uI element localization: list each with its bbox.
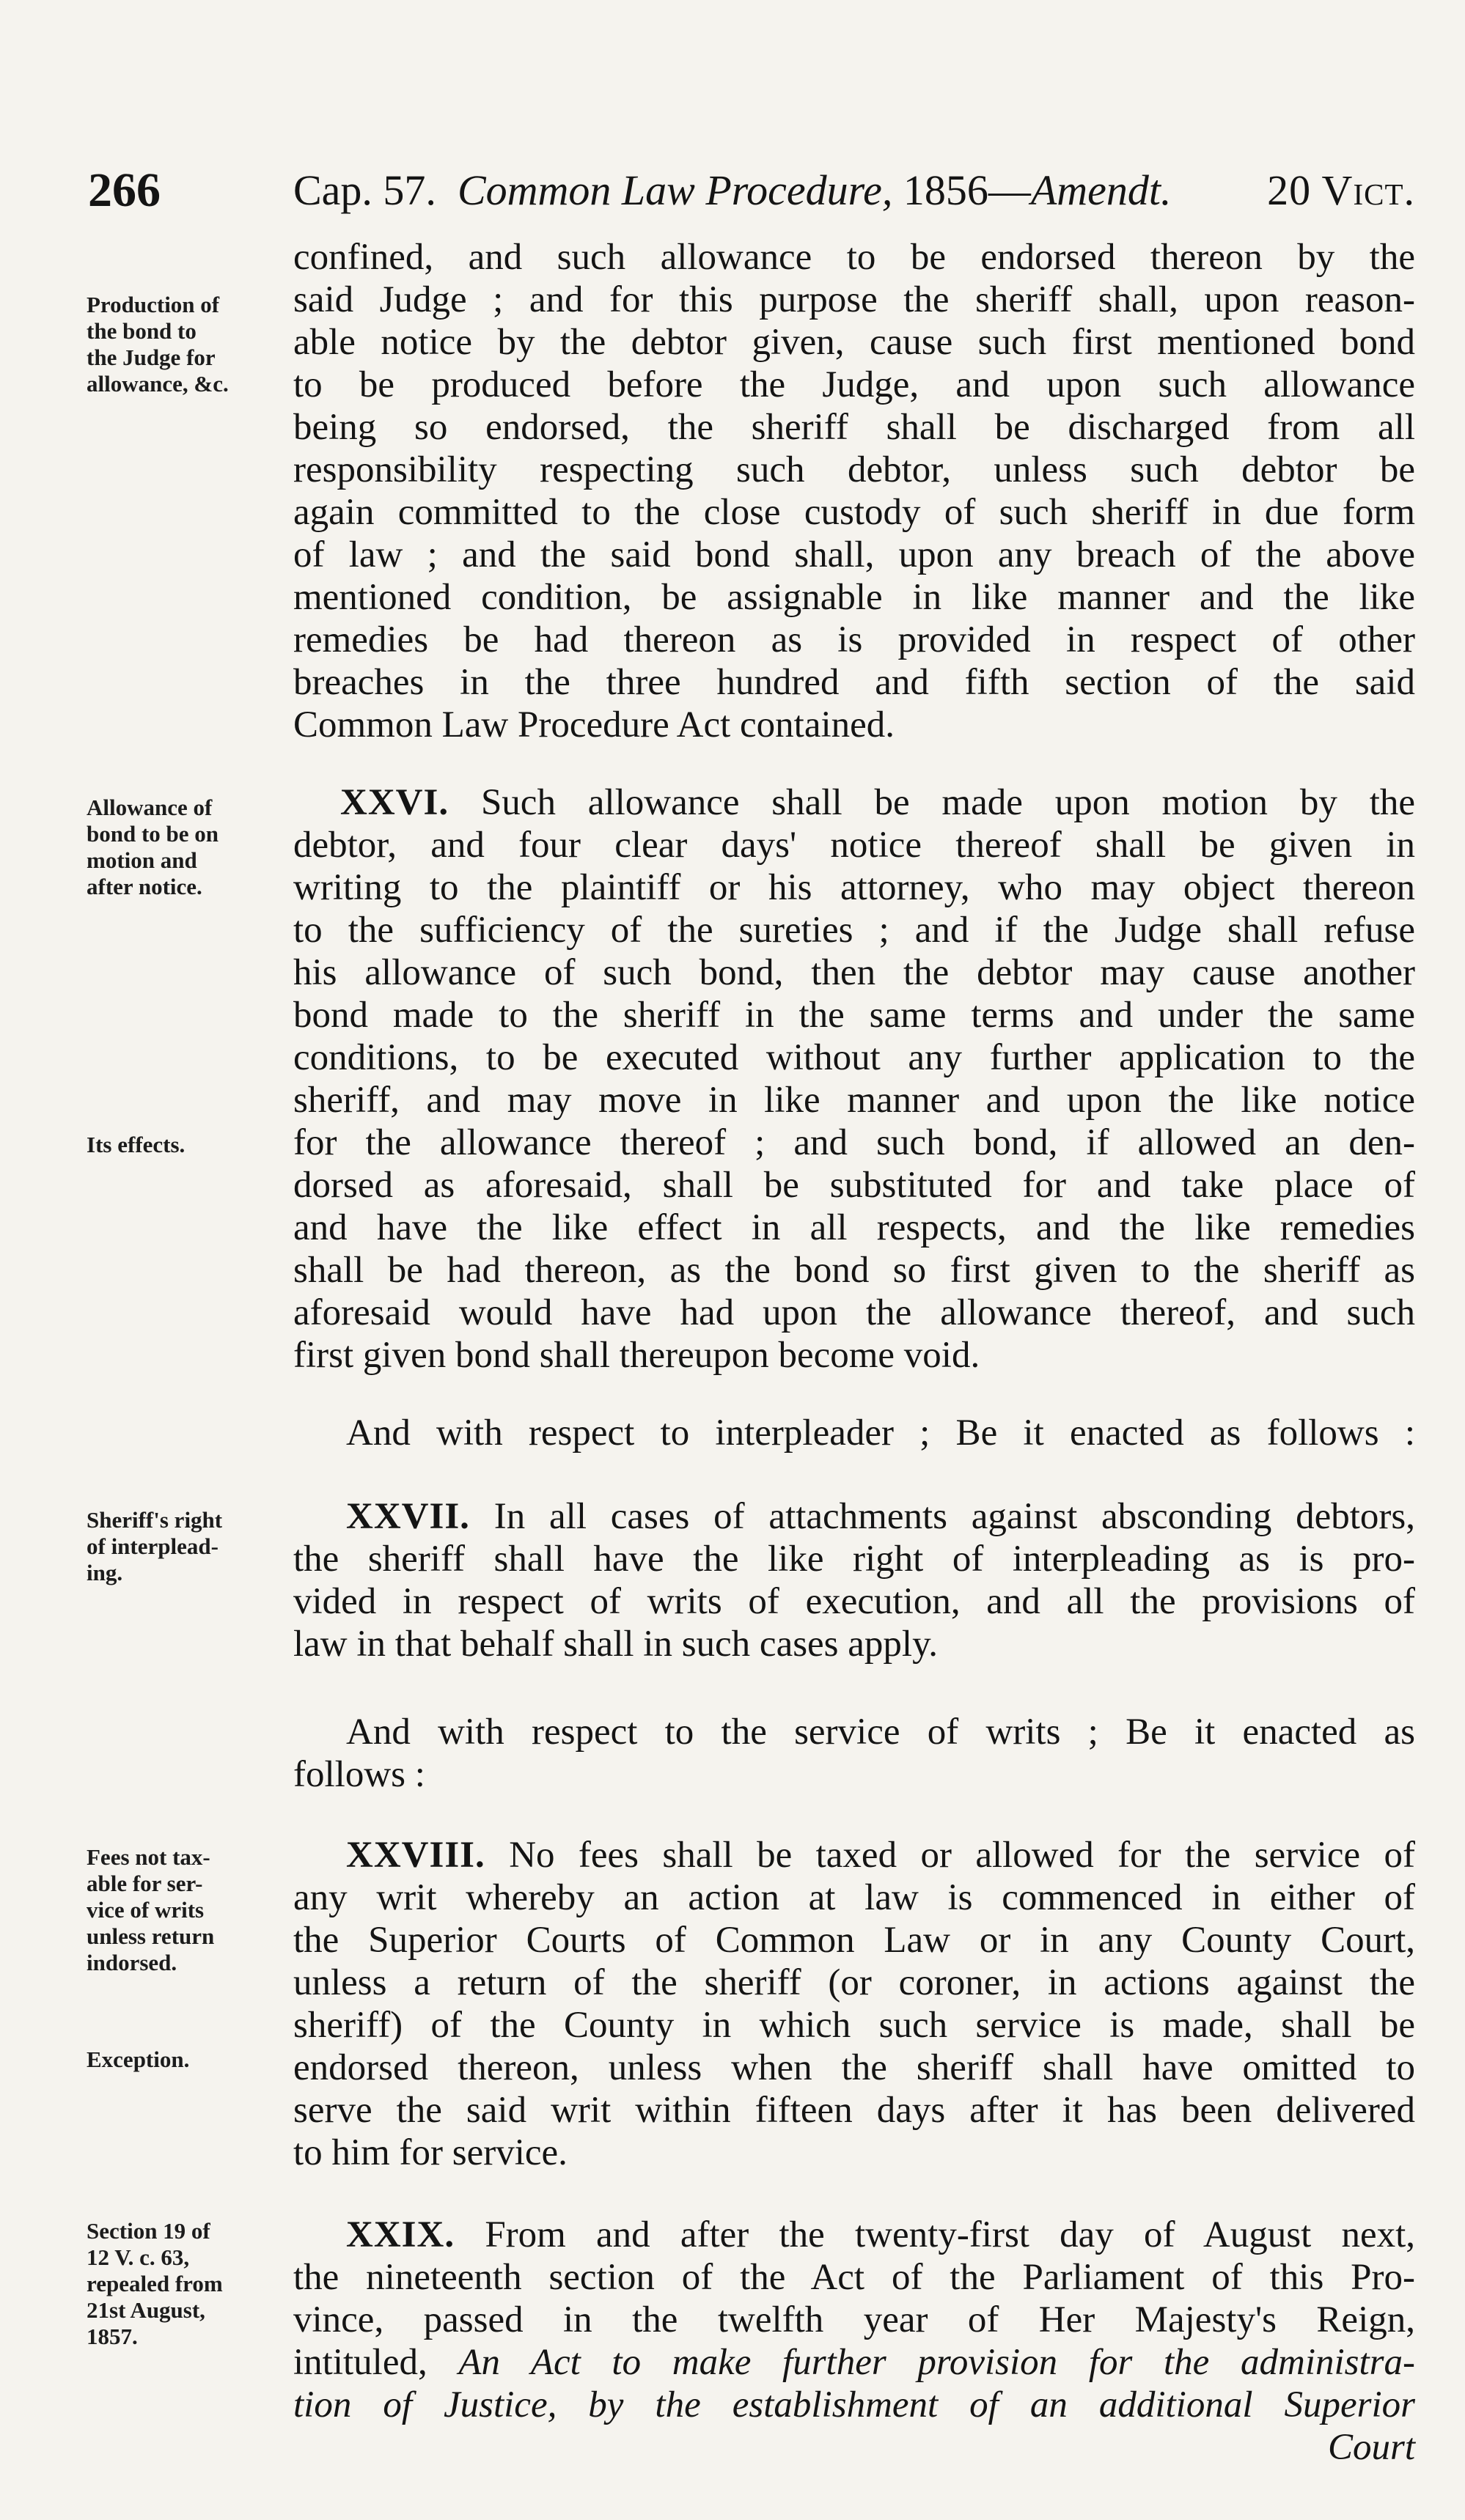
section-first-line <box>293 781 1415 824</box>
chapter-label: Cap. 57. <box>293 166 436 214</box>
paragraph-continuation <box>293 236 1415 746</box>
text-line: vided in respect of writs of execution, and all the provisions of <box>293 1581 1415 1622</box>
margin-note-line: Allowance of <box>87 795 213 820</box>
margin-note-line: Its effects. <box>87 1132 186 1157</box>
text-line: confined, and such allowance to be endorsed thereon by the <box>293 237 1415 278</box>
text-line: sheriff, and may move in like manner and upon the like notice <box>293 1080 1415 1121</box>
section-number: XXVII. <box>346 1496 470 1537</box>
text-line: said Judge ; and for this purpose the sheriff shall, upon reason- <box>293 279 1415 320</box>
text-line: to him for service. <box>293 2132 568 2173</box>
margin-note-line: repealed from <box>87 2271 223 2296</box>
text-line: remedies be had thereon as is provided in respect of other <box>293 619 1415 660</box>
margin-note-production <box>87 292 299 397</box>
margin-note-line: Section 19 of <box>87 2218 210 2244</box>
interpleader-preamble <box>293 1412 1415 1454</box>
text-line: And with respect to the service of writs ; Be it enacted as <box>346 1712 1415 1753</box>
margin-note-line: indorsed. <box>87 1950 177 1975</box>
section-lead-text: No fees shall be taxed or allowed for the service of <box>509 1835 1415 1876</box>
text-line: first given bond shall thereupon become void. <box>293 1335 980 1376</box>
text-line: mentioned condition, be assignable in like manner and the like <box>293 577 1415 618</box>
margin-note-interpleading <box>87 1507 299 1586</box>
margin-note-line: Exception. <box>87 2046 190 2072</box>
text-line: able notice by the debtor given, cause such first mentioned bond <box>293 322 1415 363</box>
section-number: XXIX. <box>346 2214 455 2255</box>
text-line: the nineteenth section of the Act of the Parliament of this Pro- <box>293 2257 1415 2298</box>
text-line: the Superior Courts of Common Law or in any County Court, <box>293 1920 1415 1961</box>
act-title: Common Law Procedure, <box>457 166 893 214</box>
text-line: to be produced before the Judge, and upon such allowance <box>293 364 1415 405</box>
section-first-line <box>293 1495 1415 1538</box>
section-lead-text: Such allowance shall be made upon motion by the <box>480 782 1416 823</box>
text-line: to the sufficiency of the sureties ; and if the Judge shall refuse <box>293 910 1415 951</box>
margin-note-fees <box>87 1844 299 1976</box>
margin-note-line: 21st August, <box>87 2297 205 2323</box>
text-line: vince, passed in the twelfth year of Her Majesty's Reign, <box>293 2299 1415 2340</box>
margin-note-line: the Judge for <box>87 345 216 370</box>
margin-note-line: Production of <box>87 292 220 317</box>
act-title-italic: An Act to make further provision for the administra- <box>458 2342 1416 2383</box>
margin-note-line: unless return <box>87 1923 215 1949</box>
text-line: writing to the plaintiff or his attorney, who may object thereon <box>293 867 1415 908</box>
text-line: dorsed as aforesaid, shall be substituted for and take place of <box>293 1165 1415 1206</box>
margin-note-line: able for ser- <box>87 1871 203 1896</box>
act-year: 1856— <box>903 166 1031 214</box>
margin-note-line: 1857. <box>87 2324 138 2349</box>
text-line: endorsed thereon, unless when the sheriff shall have omitted to <box>293 2047 1415 2088</box>
margin-note-allowance <box>87 795 299 900</box>
margin-note-line: the bond to <box>87 318 197 344</box>
section-xxix <box>293 2214 1415 2469</box>
act-title-italic: tion of Justice, by the establishment of an additional Superior <box>293 2384 1415 2425</box>
intituled-word: intituled, <box>293 2342 427 2383</box>
text-line: law in that behalf shall in such cases apply. <box>293 1624 939 1665</box>
margin-note-line: bond to be on <box>87 821 219 847</box>
text-line: Common Law Procedure Act contained. <box>293 704 895 745</box>
text-line: And with respect to interpleader ; Be it enacted as follows : <box>346 1412 1415 1454</box>
section-first-line <box>293 1834 1415 1876</box>
margin-note-line: motion and <box>87 847 197 873</box>
section-lead-text: In all cases of attachments against absconding debtors, <box>493 1496 1416 1537</box>
margin-note-line: 12 V. c. 63, <box>87 2244 190 2270</box>
text-line: the sheriff shall have the like right of interpleading as is pro- <box>293 1539 1415 1580</box>
section-number: XXVIII. <box>346 1835 485 1876</box>
text-line: being so endorsed, the sheriff shall be discharged from all <box>293 407 1415 448</box>
amend-label: Amendt. <box>1030 166 1172 214</box>
text-line: shall be had thereon, as the bond so first given to the sheriff as <box>293 1250 1415 1291</box>
regnal-year: 20 Vict. <box>1267 166 1415 214</box>
text-line: responsibility respecting such debtor, unless such debtor be <box>293 449 1415 490</box>
catchword: Court <box>1327 2427 1415 2468</box>
text-line: and have the like effect in all respects, and the like remedies <box>293 1207 1415 1248</box>
text-line: bond made to the sheriff in the same terms and under the same <box>293 995 1415 1036</box>
section-xxvii <box>293 1495 1415 1665</box>
section-xxvi <box>293 781 1415 1377</box>
section-number: XXVI. <box>340 782 449 823</box>
text-line: follows : <box>293 1754 425 1795</box>
margin-note-line: vice of writs <box>87 1897 205 1923</box>
text-line: unless a return of the sheriff (or coroner, in actions against the <box>293 1962 1415 2003</box>
text-line: again committed to the close custody of such sheriff in due form <box>293 492 1415 533</box>
text-line: of law ; and the said bond shall, upon any breach of the above <box>293 534 1415 575</box>
text-line: debtor, and four clear days' notice thereof shall be given in <box>293 825 1415 866</box>
margin-note-line: ing. <box>87 1560 123 1585</box>
margin-note-exception <box>87 2046 299 2073</box>
text-line <box>293 2341 1415 2384</box>
text-line: breaches in the three hundred and fifth section of the said <box>293 662 1415 703</box>
margin-note-line: after notice. <box>87 874 202 899</box>
section-xxviii <box>293 1834 1415 2174</box>
header-caption <box>293 166 1172 215</box>
text-line: for the allowance thereof ; and such bond, if allowed an den- <box>293 1122 1415 1163</box>
section-lead-text: From and after the twenty-first day of August next, <box>485 2214 1415 2255</box>
margin-note-line: Fees not tax- <box>87 1844 210 1870</box>
margin-note-line: Sheriff's right <box>87 1507 223 1533</box>
text-line: his allowance of such bond, then the debtor may cause another <box>293 952 1415 993</box>
text-line: any writ whereby an action at law is commenced in either of <box>293 1877 1415 1918</box>
text-line: sheriff) of the County in which such service is made, shall be <box>293 2005 1415 2046</box>
writs-preamble <box>293 1711 1415 1796</box>
text-line: aforesaid would have had upon the allowance thereof, and such <box>293 1292 1415 1333</box>
page-number: 266 <box>88 163 161 217</box>
margin-note-line: allowance, &c. <box>87 371 229 397</box>
margin-note-section19 <box>87 2218 299 2350</box>
margin-note-effects <box>87 1132 299 1158</box>
text-line: serve the said writ within fifteen days after it has been delivered <box>293 2090 1415 2131</box>
section-first-line <box>293 2214 1415 2256</box>
margin-note-line: of interplead- <box>87 1533 219 1559</box>
text-line: conditions, to be executed without any further application to the <box>293 1037 1415 1078</box>
running-header <box>81 155 1415 221</box>
